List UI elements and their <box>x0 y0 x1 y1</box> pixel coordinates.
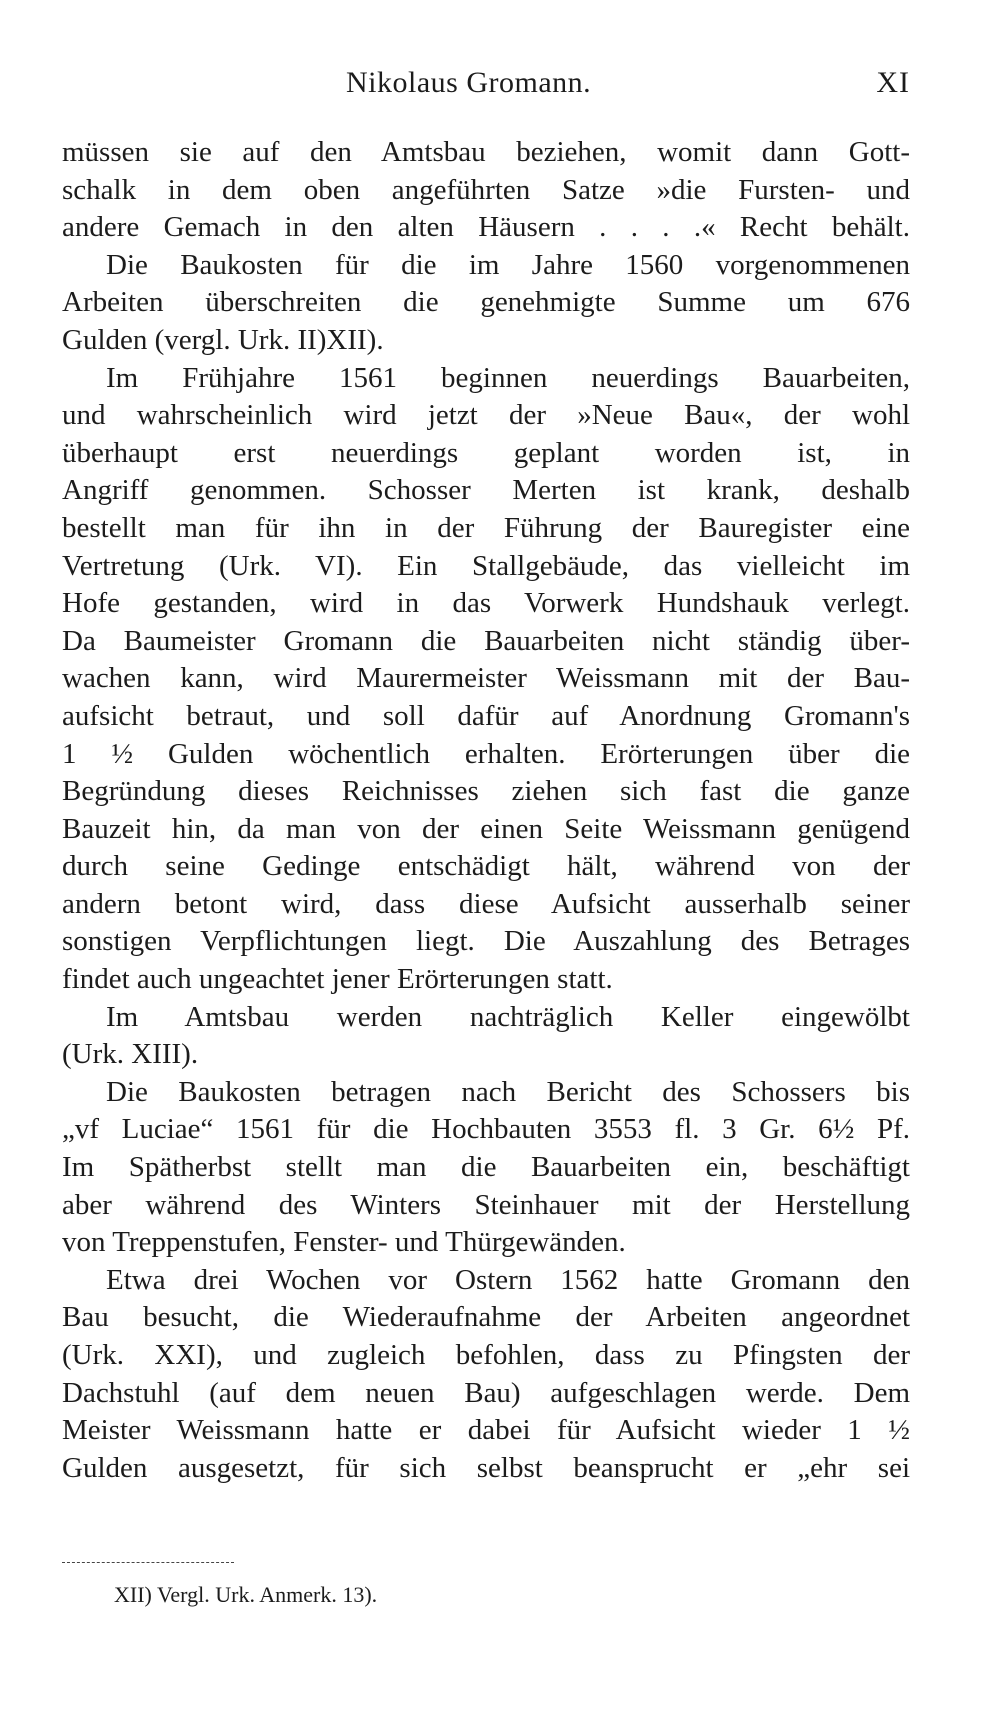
text-line: Im Spätherbst stellt man die Bauarbeiten ein, beschäftigt <box>62 1151 910 1184</box>
running-title: Nikolaus Gromann. <box>346 66 592 99</box>
footnote: XII) Vergl. Urk. Anmerk. 13). <box>114 1582 378 1607</box>
text-line: wachen kann, wird Maurermeister Weissmann mit der Bau- <box>62 662 910 695</box>
text-line: Gulden (vergl. Urk. II)XII). <box>62 323 384 356</box>
text-line: müssen sie auf den Amtsbau beziehen, womit dann Gott- <box>62 136 910 168</box>
text-line: überhaupt erst neuerdings geplant worden ist, in <box>62 436 910 469</box>
text-line: Im Amtsbau werden nachträglich Keller eingewölbt <box>106 1000 910 1033</box>
footnote-divider <box>62 1562 234 1563</box>
text-line: andere Gemach in den alten Häusern . . . .« Recht behält. <box>62 211 910 244</box>
running-head <box>62 66 910 110</box>
text-line: Die Baukosten für die im Jahre 1560 vorgenommenen <box>106 248 910 281</box>
text-line: aufsicht betraut, und soll dafür auf Anordnung Gromann's <box>62 699 910 732</box>
text-line: Arbeiten überschreiten die genehmigte Summe um 676 <box>62 286 910 319</box>
text-line: (Urk. XXI), und zugleich befohlen, dass zu Pfingsten der <box>62 1339 910 1371</box>
text-line: durch seine Gedinge entschädigt hält, während von der <box>62 850 910 883</box>
text-line: Etwa drei Wochen vor Ostern 1562 hatte Gromann den <box>106 1263 910 1296</box>
text-line: 1 ½ Gulden wöchentlich erhalten. Erörterungen über die <box>62 737 910 770</box>
text-line: Da Baumeister Gromann die Bauarbeiten nicht ständig über- <box>62 624 910 657</box>
text-line: Meister Weissmann hatte er dabei für Aufsicht wieder 1 ½ <box>62 1414 910 1447</box>
text-line: sonstigen Verpflichtungen liegt. Die Auszahlung des Betrages <box>62 925 910 958</box>
text-line: Begründung dieses Reichnisses ziehen sich fast die ganze <box>62 775 910 808</box>
text-line: findet auch ungeachtet jener Erörterungen statt. <box>62 963 613 996</box>
text-line: Vertretung (Urk. VI). Ein Stallgebäude, das vielleicht im <box>62 549 910 582</box>
text-line: „vf Luciae“ 1561 für die Hochbauten 3553 fl. 3 Gr. 6½ Pf. <box>62 1113 910 1146</box>
text-line: Dachstuhl (auf dem neuen Bau) aufgeschlagen werde. Dem <box>62 1376 910 1409</box>
text-line: bestellt man für ihn in der Führung der Bauregister eine <box>62 511 910 544</box>
text-line: andern betont wird, dass diese Aufsicht ausserhalb seiner <box>62 887 910 920</box>
text-line: und wahrscheinlich wird jetzt der »Neue Bau«, der wohl <box>62 399 910 432</box>
text-line: Im Frühjahre 1561 beginnen neuerdings Bauarbeiten, <box>106 361 910 394</box>
text-line: Gulden ausgesetzt, für sich selbst beansprucht er „ehr sei <box>62 1451 910 1484</box>
text-line: Bau besucht, die Wiederaufnahme der Arbeiten angeordnet <box>62 1301 910 1334</box>
text-line: (Urk. XIII). <box>62 1038 199 1071</box>
text-line: Angriff genommen. Schosser Merten ist krank, deshalb <box>62 474 910 507</box>
text-line: von Treppenstufen, Fenster- und Thürgewänden. <box>62 1226 626 1259</box>
text-line: aber während des Winters Steinhauer mit der Herstellung <box>62 1188 910 1221</box>
text-line: Hofe gestanden, wird in das Vorwerk Hundshauk verlegt. <box>62 587 910 620</box>
text-line: Die Baukosten betragen nach Bericht des Schossers bis <box>106 1075 910 1108</box>
text-line: Bauzeit hin, da man von der einen Seite Weissmann genügend <box>62 812 910 845</box>
body-text <box>62 134 910 1487</box>
page-number: XI <box>876 66 910 99</box>
text-line: schalk in dem oben angeführten Satze »die Fursten- und <box>62 173 910 206</box>
